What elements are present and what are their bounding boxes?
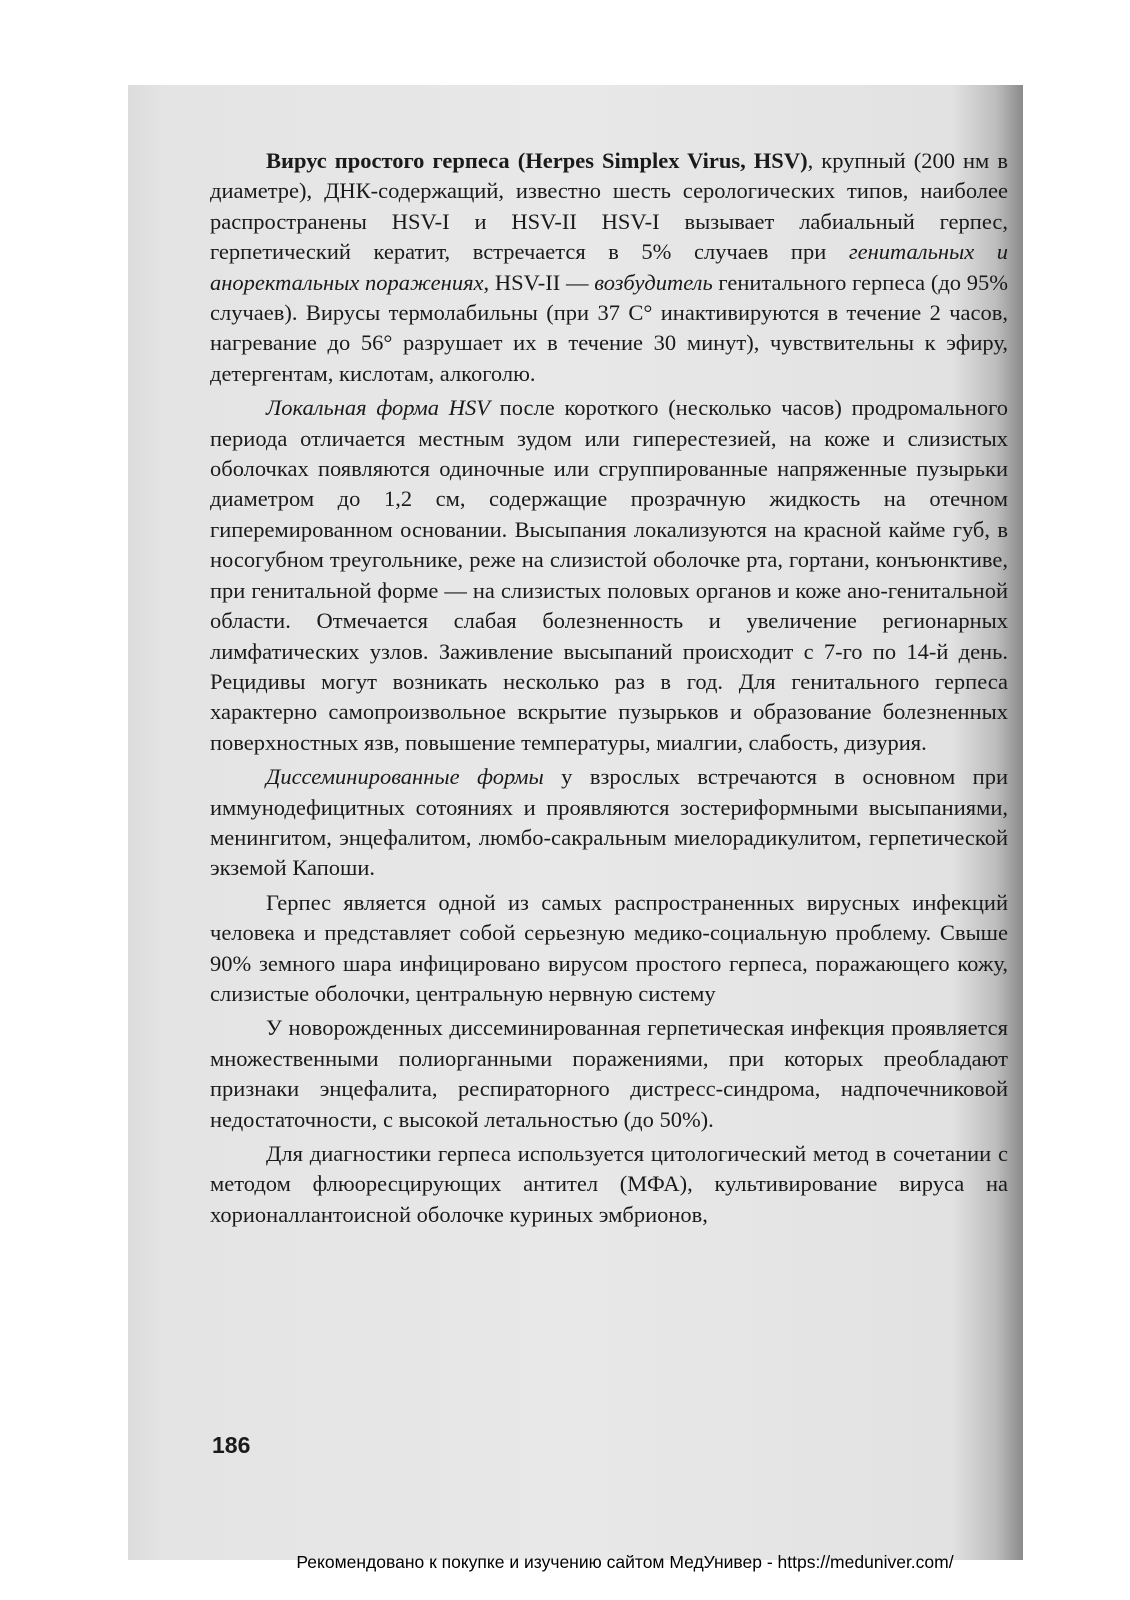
paragraph-diagnostics <box>210 1139 1008 1230</box>
paragraph-local-form <box>210 393 1008 758</box>
paragraph-newborns <box>210 1013 1008 1135</box>
paragraph-italic: генитальных и аноректальных поражениях <box>210 239 1009 295</box>
page-number: 186 <box>212 1432 251 1458</box>
paragraph-disseminated <box>210 762 1008 884</box>
paragraph-text: после короткого (несколько часов) продромального периода отличается местным зудом или гиперестезией, на коже и слизистых оболочках появляются одиночные или сгруппированные напряженные пузырьки диаметром до 1,2 см, содержащие прозрачную жидкость на отечном гиперемированном основании. Высыпания локализуются на красной кайме губ, в носогубном треугольнике, реже на слизистой оболочке рта, гортани, конъюнктиве, при генитальной форме — на слизистых половых органов и коже ано-генитальной области. Отмечается слабая болезненность и увеличение регионарных лимфатических узлов. Заживление высыпаний происходит с 7-го по 14-й день. Рецидивы могут возникать несколько раз в год. Для генитального герпеса характерно самопроизвольное вскрытие пузырьков и образование болезненных поверхностных язв, повышение температуры, миалгии, слабость, дизурия. <box>210 395 1008 755</box>
body-text <box>210 146 1008 1234</box>
paragraph-text: Герпес является одной из самых распространенных вирусных инфекций человека и представляет собой серьезную медико-социальную проблему. Свыше 90% земного шара инфицировано вирусом простого герпеса, поражающего кожу, слизистые оболочки, центральную нервную систему <box>210 889 1008 1006</box>
term-bold: Вирус простого герпеса (Herpes Simplex Virus, HSV) <box>266 148 808 173</box>
footer-recommendation: Рекомендовано к покупке и изучению сайтом МедУнивер - https://meduniver.com/ <box>296 1552 954 1572</box>
paragraph-italic: возбудитель <box>594 269 713 295</box>
term-italic: Диссеминированные формы <box>266 764 544 790</box>
paragraph-prevalence <box>210 888 1008 1010</box>
paragraph-text: , HSV-II — <box>483 269 595 295</box>
paragraph-text: Для диагностики герпеса используется цитологический метод в сочетании с методом флюоресцирующих антител (МФА), культивирование вируса на хорионаллантоисной оболочке куриных эмбрионов, <box>210 1141 1008 1227</box>
paragraph-text: У новорожденных диссеминированная герпетическая инфекция проявляется множественными полиорганными поражениями, при которых преобладают признаки энцефалита, респираторного дистресс-синдрома, надпочечниковой недостаточности, с высокой летальностью (до 50%). <box>210 1015 1008 1132</box>
paragraph-text: у взрослых встречаются в основном при иммунодефицитных сотояниях и проявляются зостериформными высыпаниями, менингитом, энцефалитом, люмбо-сакральным миелорадикулитом, герпетической экземой Капоши. <box>210 764 1008 881</box>
term-italic: Локальная форма HSV <box>266 395 490 421</box>
paragraph-hsv-intro <box>210 146 1008 389</box>
paragraph-text: , крупный (200 нм в диаметре), ДНК-содержащий, известно шесть серологических типов, наиболее распространены HSV-I и HSV-II HSV-I вызывает лабиальный герпес, герпетический кератит, встречается в 5% случаев при <box>210 148 1008 265</box>
paragraph-text: генитального герпеса (до 95% случаев). Вирусы термолабильны (при 37 С° инактивируются в течение 2 часов, нагревание до 56° разрушает их в течение 30 минут), чувствительны к эфиру, детергентам, кислотам, алкоголю. <box>210 269 1008 386</box>
